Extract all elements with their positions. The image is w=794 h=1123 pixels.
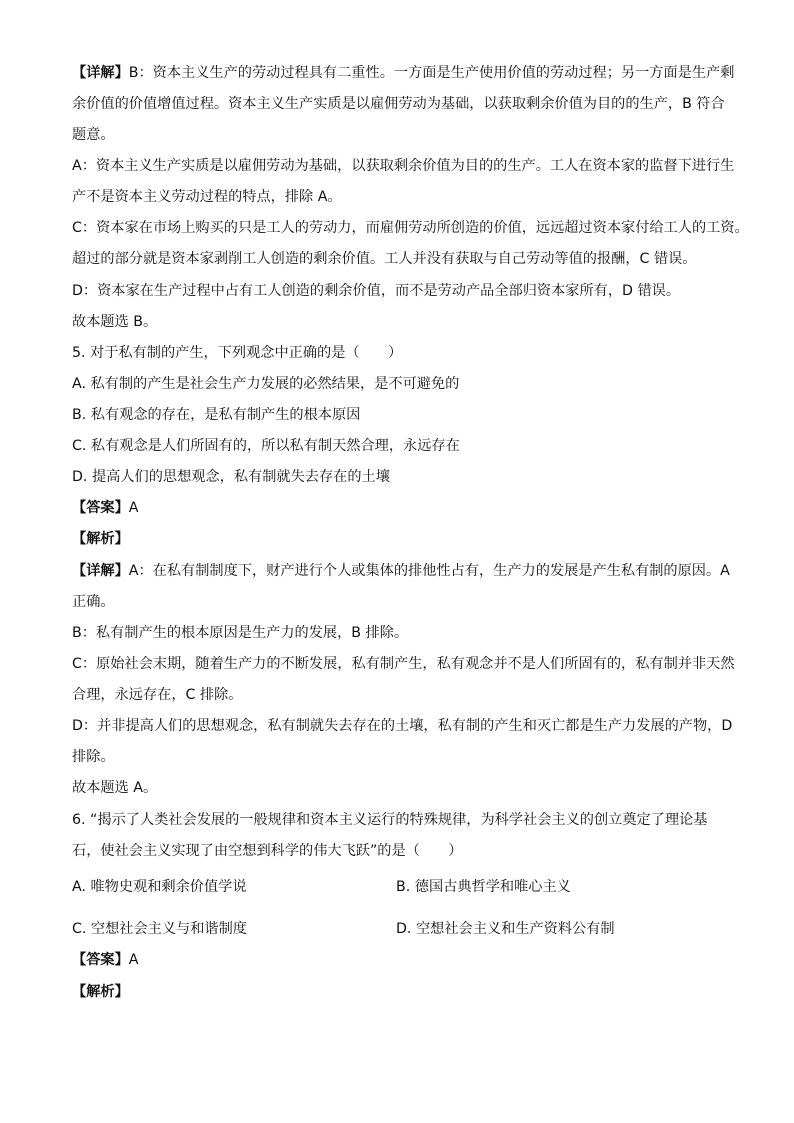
q4-detail-b-line-2: 余价值的价值增值过程。资本主义生产实质是以雇佣劳动为基础，以获取剩余价值为目的的生产，B 符合 <box>72 96 725 112</box>
q5-answer-value: A <box>128 500 139 516</box>
q5-detail-d-line-1: D：并非提高人们的思想观念，私有制就失去存在的土壤，私有制的产生和灭亡都是生产力发展的产物，D <box>72 718 733 734</box>
q6-option-c: C. 空想社会主义与和谐制度 <box>72 921 247 937</box>
q5-conclusion: 故本题选 A。 <box>72 780 158 796</box>
q6-option-d: D. 空想社会主义和生产资料公有制 <box>396 921 615 937</box>
q5-option-c: C. 私有观念是人们所固有的，所以私有制天然合理，永远存在 <box>72 438 460 454</box>
q5-detail-b-line-1: B：私有制产生的根本原因是生产力的发展，B 排除。 <box>72 625 409 641</box>
q5-detail-d-line-2: 排除。 <box>72 749 115 765</box>
q5-option-b: B. 私有观念的存在，是私有制产生的根本原因 <box>72 407 361 423</box>
q5-detail-c-line-2: 合理，永远存在，C 排除。 <box>72 687 243 703</box>
q5-detail-a-line-1: 【详解】A：在私有制制度下，财产进行个人或集体的排他性占有，生产力的发展是产生私有制的原因。A <box>72 563 730 579</box>
q4-detail-c-line-2: 超过的部分就是资本家剥削工人创造的剩余价值。工人并没有获取与自己劳动等值的报酬，C 错误。 <box>72 251 697 267</box>
q4-detail-label: 【详解】 <box>72 65 129 81</box>
q4-detail-d-line-1: D：资本家在生产过程中占有工人创造的剩余价值，而不是劳动产品全部归资本家所有，D 错误。 <box>72 283 681 299</box>
q4-detail-c-line-1: C：资本家在市场上购买的只是工人的劳动力，而雇佣劳动所创造的价值，远远超过资本家付给工人的工资。 <box>72 220 749 236</box>
q5-option-a: A. 私有制的产生是社会生产力发展的必然结果，是不可避免的 <box>72 376 460 392</box>
q6-analysis-label: 【解析】 <box>72 984 129 1000</box>
q6-options-row-1 <box>72 877 732 897</box>
q6-option-b: B. 德国古典哲学和唯心主义 <box>396 879 571 895</box>
q6-answer-value: A <box>128 952 139 968</box>
q6-stem-line-1: 6. “揭示了人类社会发展的一般规律和资本主义运行的特殊规律，为科学社会主义的创立奠定了理论基 <box>72 812 708 828</box>
q5-stem: 5. 对于私有制的产生，下列观念中正确的是（ ） <box>72 345 403 361</box>
q5-analysis-label: 【解析】 <box>72 531 129 547</box>
q5-answer-label: 【答案】 <box>72 500 129 516</box>
q5-detail-label: 【详解】 <box>72 563 129 579</box>
q6-stem-line-2: 石，使社会主义实现了由空想到科学的伟大飞跃”的是（ ） <box>72 843 463 859</box>
q5-answer <box>72 498 732 518</box>
q4-detail-b-line-3: 题意。 <box>72 127 115 143</box>
q5-detail-c-line-1: C：原始社会末期，随着生产力的不断发展，私有制产生，私有观念并不是人们所固有的，私有制并非天然 <box>72 656 735 672</box>
q6-options-row-2 <box>72 919 732 939</box>
q4-detail-a-line-1: A：资本主义生产实质是以雇佣劳动为基础，以获取剩余价值为目的的生产。工人在资本家的监督下进行生 <box>72 158 735 174</box>
q4-detail-a-line-2: 产不是资本主义劳动过程的特点，排除 A。 <box>72 189 342 205</box>
q4-conclusion: 故本题选 B。 <box>72 314 158 330</box>
q6-option-a: A. 唯物史观和剩余价值学说 <box>72 879 247 895</box>
q5-detail-a-line-2: 正确。 <box>72 594 115 610</box>
q6-answer <box>72 950 732 970</box>
q4-detail-b-line-1: 【详解】B：资本主义生产的劳动过程具有二重性。一方面是生产使用价值的劳动过程；另一方面是生产剩 <box>72 65 735 81</box>
q5-option-d: D. 提高人们的思想观念，私有制就失去存在的土壤 <box>72 469 390 485</box>
q6-answer-label: 【答案】 <box>72 952 129 968</box>
